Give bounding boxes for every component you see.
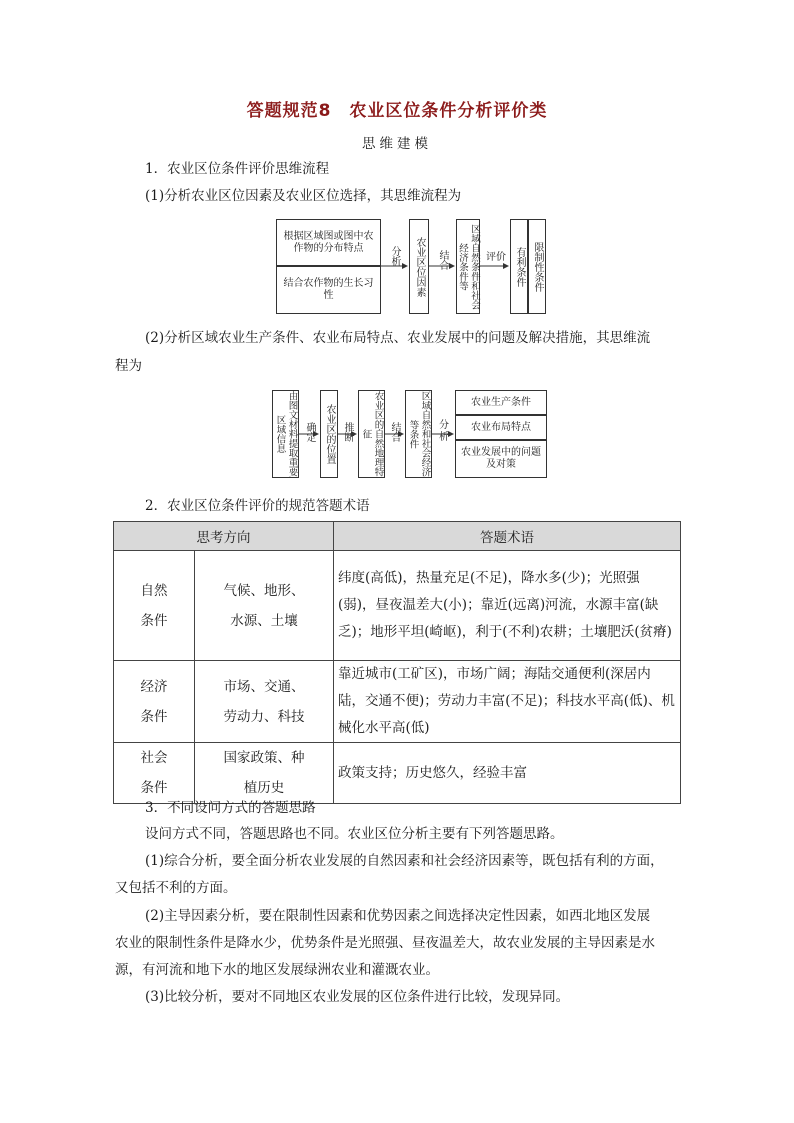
flow2-box-location: 农业区的位置 — [320, 390, 338, 478]
section3-item2-line3: 源，有河流和地下水的地区发展绿洲农业和灌溉农业。 — [115, 962, 439, 978]
section3-item2-line2: 农业的限制性条件是降水少，优势条件是光照强、昼夜温差大，故农业发展的主导因素是水 — [115, 935, 655, 951]
flow1-label-combine: 结合 — [437, 250, 448, 270]
flow1-box-factors: 农业区位因素 — [409, 219, 429, 314]
flow2-box-natural-features: 农业区的自然地理特征 — [358, 390, 385, 478]
section2-heading: 2．农业区位条件评价的规范答题术语 — [145, 498, 370, 514]
flow2-box-conditions: 区域自然和社会经济等条件 — [405, 390, 432, 478]
flow1-label-evaluate: 评价 — [486, 252, 506, 263]
section3-item3: (3)比较分析，要对不同地区农业发展的区位条件进行比较，发现异同。 — [145, 989, 570, 1005]
section1-paragraph-2-line-2: 程为 — [115, 358, 142, 374]
table-cell-category: 经济条件 — [114, 661, 195, 743]
section-subtitle: 思维建模 — [362, 136, 432, 152]
page-title: 答题规范8 农业区位条件分析评价类 — [246, 101, 548, 121]
table-header-row — [114, 522, 681, 551]
table-cell-terms: 纬度(高低)，热量充足(不足)，降水多(少)；光照强(弱)，昼夜温差大(小)；靠近(远离)河流，水源丰富(缺乏)；地形平坦(崎岖)，利于(不利)农耕；土壤肥沃(贫瘠) — [334, 551, 681, 661]
section3-intro: 设问方式不同，答题思路也不同。农业区位分析主要有下列答题思路。 — [145, 826, 564, 842]
flow1-box-growth-habit: 结合农作物的生长习性 — [276, 266, 381, 314]
section1-heading: 1．农业区位条件评价思维流程 — [145, 161, 330, 177]
flow2-label-determine: 确定 — [304, 422, 315, 442]
flow1-box-conditions: 区域自然条件和社会经济条件等 — [456, 219, 480, 314]
flow2-label-infer: 推断 — [342, 422, 353, 442]
table-cell-direction: 气候、地形、水源、土壤 — [195, 551, 334, 661]
flow2-out-layout: 农业布局特点 — [455, 415, 547, 440]
section3-item1-line1: (1)综合分析，要全面分析农业发展的自然因素和社会经济因素等，既包括有利的方面， — [145, 853, 664, 869]
section3-item1-line2: 又包括不利的方面。 — [115, 880, 237, 896]
flow2-out-production: 农业生产条件 — [455, 390, 547, 415]
table-row — [114, 743, 681, 804]
flow2-label-analyze: 分析 — [439, 420, 449, 443]
table-cell-category: 自然条件 — [114, 551, 195, 661]
table-cell-direction: 市场、交通、劳动力、科技 — [195, 661, 334, 743]
flow2-box-extract-info: 由图文材料提取重要区域信息 — [272, 390, 299, 478]
flow2-out-problems: 农业发展中的问题及对策 — [455, 440, 547, 478]
section1-paragraph-2-line-1: (2)分析区域农业生产条件、农业布局特点、农业发展中的问题及解决措施，其思维流 — [145, 330, 651, 346]
table-header-terms: 答题术语 — [334, 522, 681, 551]
answer-terms-table — [113, 521, 681, 804]
table-cell-terms: 靠近城市(工矿区)，市场广阔；海陆交通便利(深居内陆，交通不便)；劳动力丰富(不足)；科技水平高(低)、机械化水平高(低) — [334, 661, 681, 743]
table-cell-direction: 国家政策、种植历史 — [195, 743, 334, 804]
flow2-label-combine: 结合 — [389, 422, 400, 442]
flow1-box-limiting: 限制性条件 — [528, 219, 546, 314]
table-row — [114, 551, 681, 661]
section3-item2-line1: (2)主导因素分析，要在限制性因素和优势因素之间选择决定性因素，如西北地区发展 — [145, 908, 651, 924]
table-cell-category: 社会条件 — [114, 743, 195, 804]
flow1-box-favorable: 有利条件 — [510, 219, 528, 314]
table-header-direction: 思考方向 — [114, 522, 334, 551]
table-cell-terms: 政策支持；历史悠久，经验丰富 — [334, 743, 681, 804]
section1-paragraph-1: (1)分析农业区位因素及农业区位选择，其思维流程为 — [145, 188, 462, 204]
table-row — [114, 661, 681, 743]
section3-heading: 3．不同设问方式的答题思路 — [145, 800, 316, 816]
flow1-box-distribution: 根据区域图或图中农作物的分布特点 — [276, 219, 381, 266]
flow1-label-analyze: 分析 — [389, 246, 400, 266]
